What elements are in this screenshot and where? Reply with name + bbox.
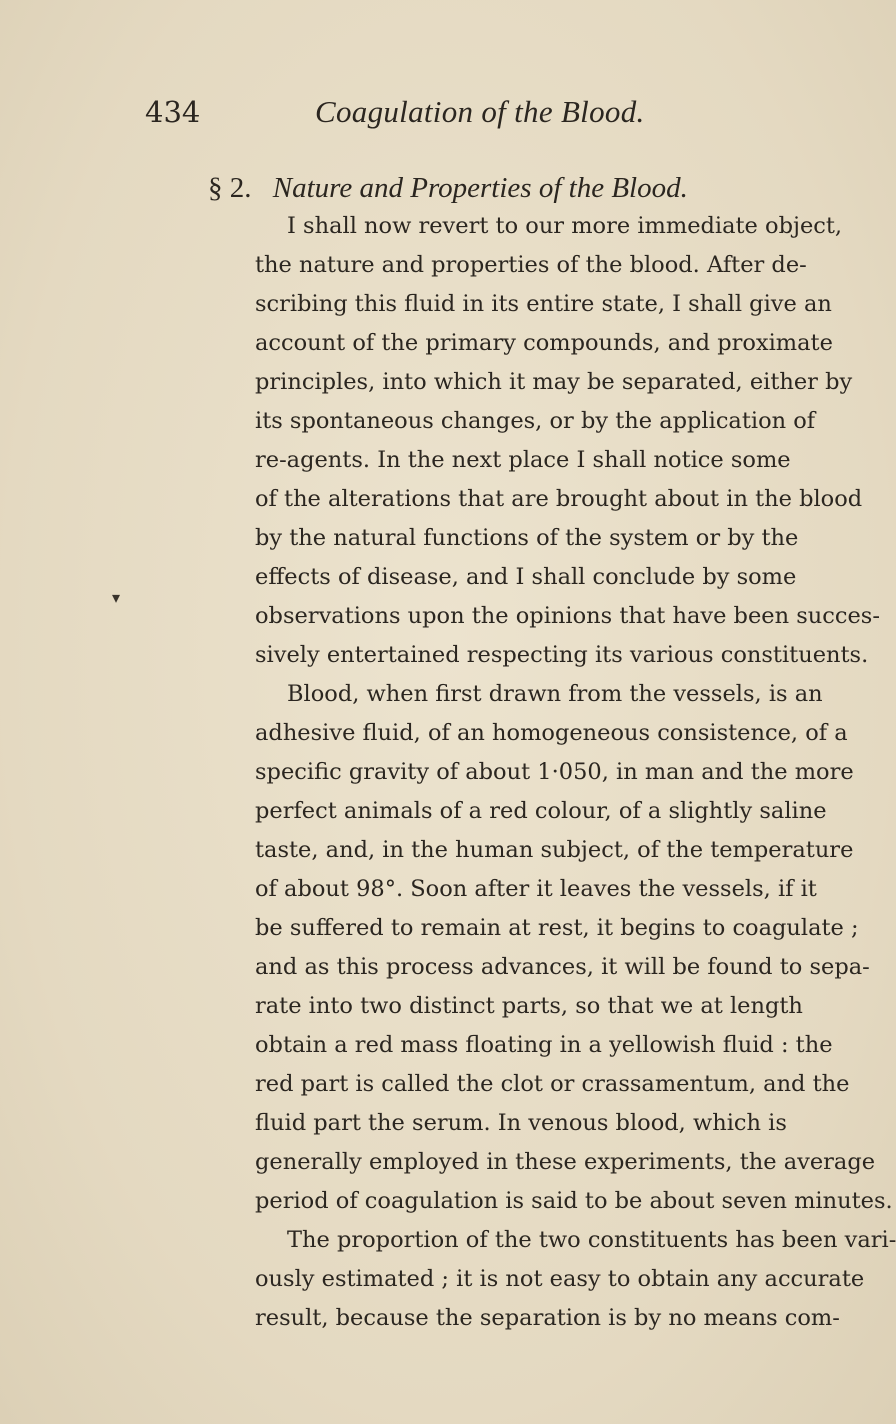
- text-line: and as this process advances, it will be found to sepa-: [255, 954, 870, 980]
- text-line: by the natural functions of the system or by the: [255, 525, 799, 551]
- text-line: its spontaneous changes, or by the application of: [255, 408, 816, 434]
- text-line: ously estimated ; it is not easy to obtain any accurate: [255, 1266, 865, 1292]
- text-line: of about 98°. Soon after it leaves the vessels, if it: [255, 876, 817, 902]
- text-line: specific gravity of about 1·050, in man and the more: [255, 759, 854, 785]
- section-number: § 2.: [208, 172, 252, 204]
- text-line: the nature and properties of the blood. After de-: [255, 252, 807, 278]
- text-line: obtain a red mass floating in a yellowish fluid : the: [255, 1032, 833, 1058]
- text-line: re-agents. In the next place I shall notice some: [255, 447, 791, 473]
- text-line: rate into two distinct parts, so that we at length: [255, 993, 803, 1019]
- text-line: effects of disease, and I shall conclude by some: [255, 564, 797, 590]
- text-line: result, because the separation is by no means com-: [255, 1305, 840, 1331]
- text-line: adhesive fluid, of an homogeneous consistence, of a: [255, 720, 848, 746]
- text-line: period of coagulation is said to be about seven minutes.: [255, 1188, 893, 1214]
- text-line: perfect animals of a red colour, of a slightly saline: [255, 798, 827, 824]
- text-line: be suffered to remain at rest, it begins to coagulate ;: [255, 915, 859, 941]
- margin-mark-icon: ▾: [112, 588, 121, 607]
- text-line: Blood, when first drawn from the vessels, is an: [287, 681, 823, 707]
- page-number: 434: [145, 95, 201, 129]
- text-line: taste, and, in the human subject, of the temperature: [255, 837, 854, 863]
- text-line: fluid part the serum. In venous blood, which is: [255, 1110, 787, 1136]
- section-title: Nature and Properties of the Blood.: [272, 172, 688, 204]
- text-line: The proportion of the two constituents has been vari-: [287, 1227, 896, 1253]
- running-title: Coagulation of the Blood.: [315, 94, 645, 129]
- text-line: principles, into which it may be separated, either by: [255, 369, 853, 395]
- text-line: observations upon the opinions that have been succes-: [255, 603, 880, 629]
- text-line: I shall now revert to our more immediate object,: [287, 213, 843, 239]
- text-line: of the alterations that are brought about in the blood: [255, 486, 863, 512]
- text-line: account of the primary compounds, and proximate: [255, 330, 833, 356]
- text-line: sively entertained respecting its various constituents.: [255, 642, 869, 668]
- running-head: [145, 92, 745, 132]
- text-line: red part is called the clot or crassamentum, and the: [255, 1071, 850, 1097]
- text-line: generally employed in these experiments, the average: [255, 1149, 876, 1175]
- section-heading: [208, 168, 688, 208]
- text-line: scribing this fluid in its entire state, I shall give an: [255, 291, 832, 317]
